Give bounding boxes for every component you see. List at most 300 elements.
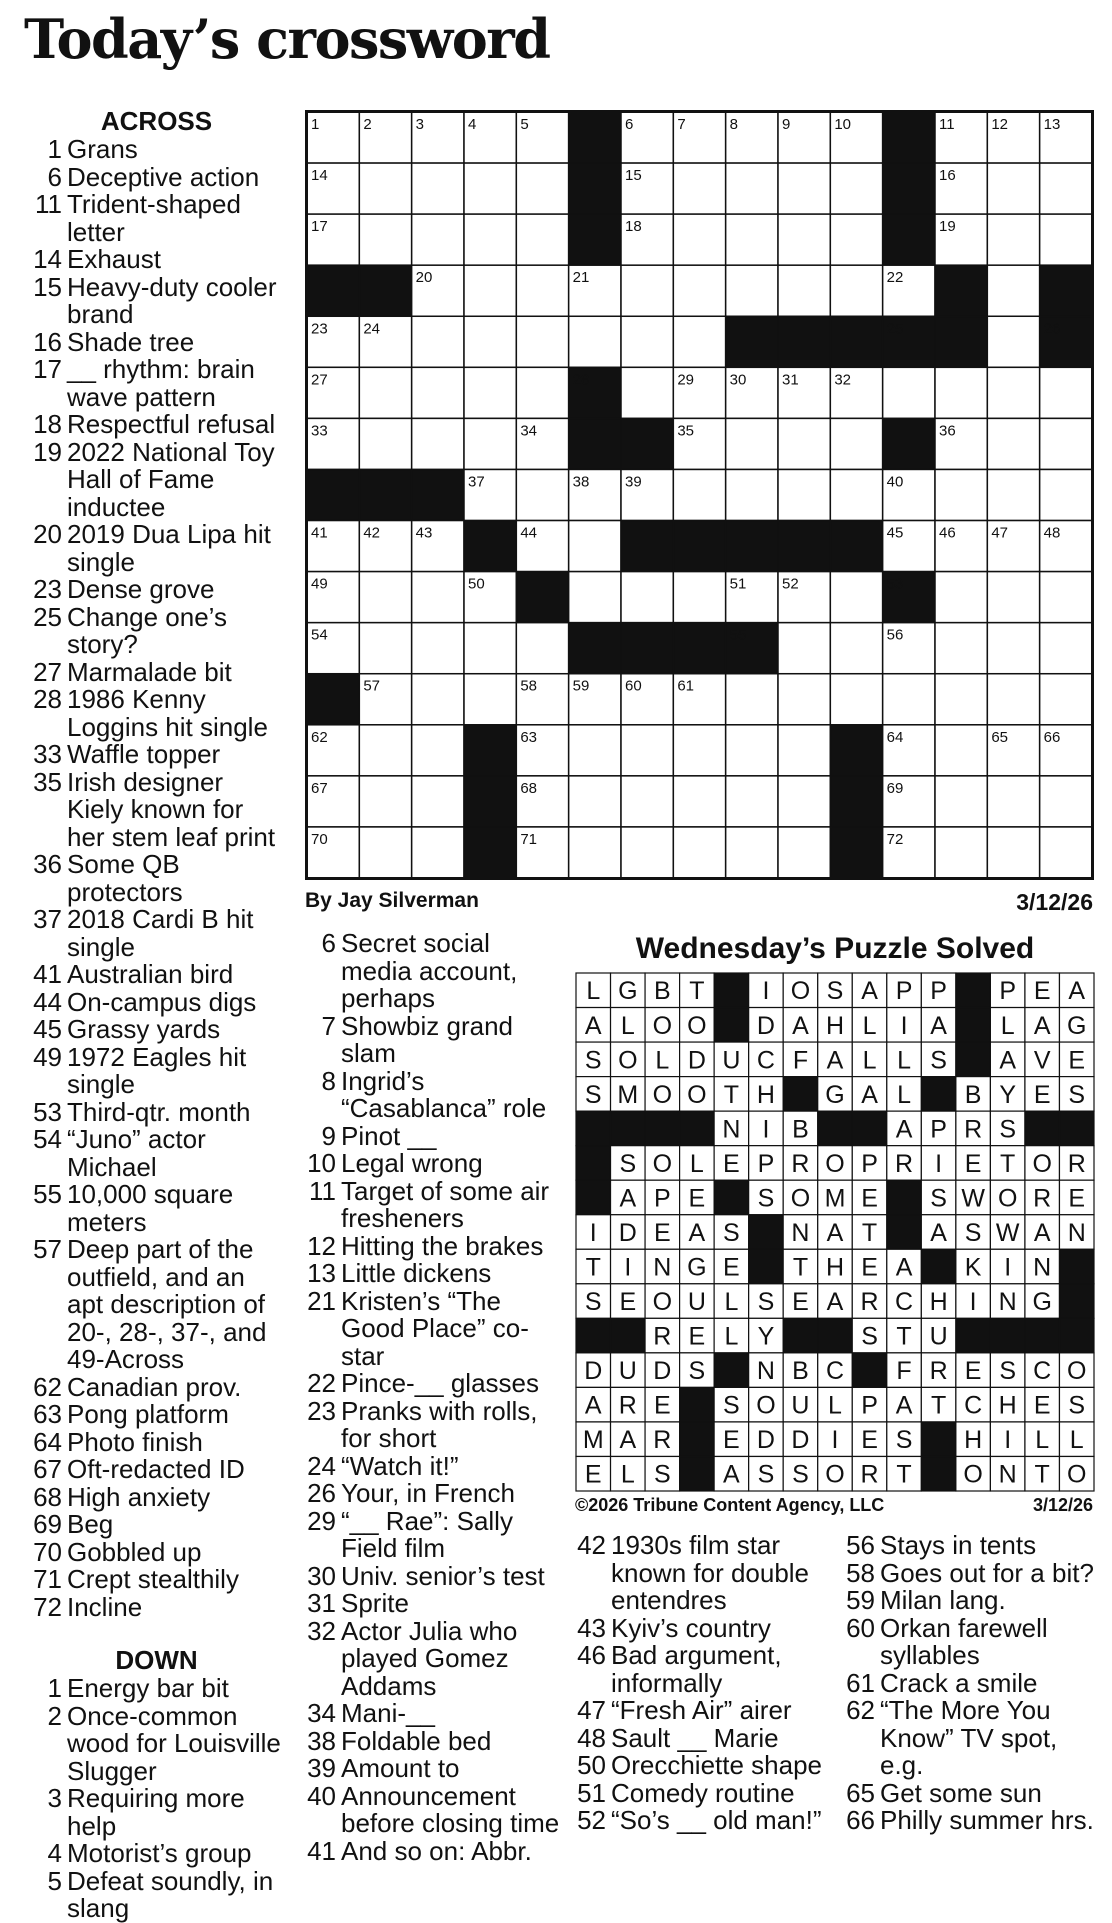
grid-cell[interactable] [935,776,987,827]
grid-cell[interactable] [673,163,725,214]
grid-cell[interactable] [621,725,673,776]
grid-cell[interactable] [412,827,464,878]
clue-text: Beg [67,1509,114,1539]
clue-across-14[interactable] [29,246,284,274]
grid-cell[interactable] [1040,367,1092,418]
clue-text: Milan lang. [880,1585,1006,1615]
grid-cell[interactable] [569,776,621,827]
grid-cell[interactable] [464,674,516,725]
clue-text: Stays in tents [880,1530,1037,1560]
grid-cell[interactable] [726,674,778,725]
solved-puzzle-title: Wednesday’s Puzzle Solved [635,932,1035,965]
clue-across-44[interactable] [29,986,284,1017]
grid-cell[interactable] [412,316,464,367]
solved-letter: R [653,1322,672,1351]
solved-black-square [921,1249,956,1284]
clue-across-17[interactable] [29,356,284,411]
clue-across-53[interactable] [29,1096,284,1127]
grid-cell[interactable] [569,827,621,878]
clue-number: 48 [577,1722,606,1753]
solved-black-square [1059,1111,1094,1146]
clue-across-57[interactable] [29,1236,284,1374]
clue-across-45[interactable] [29,1016,284,1044]
grid-cell[interactable] [726,469,778,520]
grid-cell[interactable] [726,163,778,214]
clue-text: Energy bar bit [67,1673,229,1703]
clue-across-19[interactable] [29,436,284,522]
solved-letter: C [895,1288,914,1317]
grid-number: 43 [415,524,433,542]
grid-cell[interactable] [830,418,882,469]
solved-letter: T [861,1218,878,1247]
grid-number: 6 [625,116,634,133]
grid-cell[interactable] [412,674,464,725]
grid-cell[interactable] [359,776,411,827]
grid-number: 46 [939,524,956,542]
clue-number: 10 [307,1148,336,1178]
grid-cell[interactable] [883,674,935,725]
clue-down-22[interactable] [303,1370,565,1398]
clue-down-5[interactable] [29,1865,284,1923]
solved-letter: O [652,1080,673,1109]
clue-down-51[interactable] [573,1777,843,1808]
clue-text: Orkan farewell syllables [880,1612,1048,1670]
clue-text: Shade tree [67,326,195,357]
grid-cell[interactable] [883,367,935,418]
grid-cell[interactable] [464,163,516,214]
grid-cell[interactable] [673,572,725,623]
clue-across-1[interactable] [29,136,284,164]
grid-cell[interactable] [1040,623,1092,674]
solved-letter: T [792,1253,809,1282]
clue-text: Get some sun [880,1777,1042,1808]
clue-text: 1930s film star known for double entendres [611,1530,810,1615]
solved-letter: P [930,977,947,1006]
grid-cell[interactable] [1040,776,1092,827]
clue-down-32[interactable] [303,1615,565,1701]
grid-cell[interactable] [935,367,987,418]
grid-cell[interactable] [412,214,464,265]
grid-cell[interactable] [359,623,411,674]
grid-cell[interactable] [726,265,778,316]
black-square [359,469,411,520]
grid-cell[interactable] [987,163,1039,214]
clue-down-56[interactable] [842,1532,1107,1560]
grid-cell[interactable] [830,214,882,265]
grid-cell[interactable] [516,367,568,418]
grid-cell[interactable] [464,367,516,418]
solved-letter: I [762,977,770,1006]
clue-down-8[interactable] [303,1065,565,1123]
puzzle-date: 3/12/26 [1016,889,1093,915]
grid-cell[interactable] [464,623,516,674]
clue-text: Heavy-duty cooler brand [67,271,277,329]
grid-cell[interactable] [935,623,987,674]
clue-across-64[interactable] [29,1426,284,1457]
clue-number: 19 [33,436,62,467]
grid-cell[interactable] [621,316,673,367]
grid-cell[interactable] [673,316,725,367]
solved-letter: T [689,977,705,1006]
grid-cell[interactable] [1040,418,1092,469]
grid-cell[interactable] [726,214,778,265]
clue-across-27[interactable] [29,656,284,687]
grid-cell[interactable] [569,725,621,776]
grid-cell[interactable] [778,674,830,725]
solved-black-square [576,1318,611,1353]
grid-cell[interactable] [1040,572,1092,623]
clue-down-41[interactable] [303,1835,565,1866]
grid-cell[interactable] [412,623,464,674]
solved-letter: G [687,1253,707,1282]
grid-cell[interactable] [778,418,830,469]
grid-cell[interactable] [464,214,516,265]
down-clue-list-4 [842,1532,1107,1835]
clue-number: 33 [33,739,62,769]
grid-cell[interactable] [464,316,516,367]
grid-cell[interactable] [987,367,1039,418]
solved-letter: S [1068,1080,1086,1109]
grid-cell[interactable] [516,469,568,520]
grid-cell[interactable] [1040,163,1092,214]
grid-cell[interactable] [621,265,673,316]
grid-cell[interactable] [987,674,1039,725]
grid-cell[interactable] [830,572,882,623]
clue-down-43[interactable] [573,1612,843,1643]
grid-cell[interactable] [1040,827,1092,878]
grid-number: 34 [520,422,538,440]
grid-cell[interactable] [673,469,725,520]
clue-across-25[interactable] [29,601,284,659]
solved-black-square [645,1111,680,1146]
solved-letter: E [861,1426,878,1455]
grid-cell[interactable] [569,316,621,367]
clue-number: 26 [307,1478,336,1508]
grid-cell[interactable] [935,827,987,878]
grid-number: 17 [311,218,328,236]
clue-down-1[interactable] [29,1675,284,1703]
grid-cell[interactable] [516,163,568,214]
grid-cell[interactable] [673,776,725,827]
clue-across-55[interactable] [29,1181,284,1236]
grid-cell[interactable] [778,163,830,214]
grid-cell[interactable] [673,827,725,878]
clue-number: 41 [307,1835,336,1866]
solved-letter: G [825,1080,845,1109]
black-square [778,316,830,367]
clue-down-58[interactable] [842,1557,1107,1588]
grid-cell[interactable] [778,776,830,827]
clue-text: Kyiv’s country [611,1612,771,1643]
clue-down-34[interactable] [303,1700,565,1728]
grid-cell[interactable] [987,469,1039,520]
clue-across-41[interactable] [29,961,284,989]
clue-down-10[interactable] [303,1150,565,1178]
grid-cell[interactable] [673,725,725,776]
clue-number: 1 [47,134,62,164]
grid-number: 7 [677,116,686,133]
clue-down-23[interactable] [303,1395,565,1453]
clue-down-62[interactable] [842,1697,1107,1780]
solved-black-square [1059,1318,1094,1353]
black-square [830,776,882,827]
grid-number: 33 [311,422,328,440]
grid-cell[interactable] [726,725,778,776]
grid-cell[interactable] [830,163,882,214]
grid-number: 54 [311,626,328,644]
grid-cell[interactable] [987,418,1039,469]
clue-number: 53 [33,1096,62,1127]
grid-cell[interactable] [464,265,516,316]
grid-number: 27 [311,371,328,389]
clue-across-15[interactable] [29,271,284,329]
grid-cell[interactable] [778,827,830,878]
grid-cell[interactable] [778,725,830,776]
grid-cell[interactable] [1040,469,1092,520]
clue-text: “The More You Know” TV spot, e.g. [880,1695,1058,1780]
clue-across-71[interactable] [29,1566,284,1594]
solved-letter: A [826,1046,844,1075]
clue-down-21[interactable] [303,1285,565,1371]
clue-across-68[interactable] [29,1481,284,1512]
grid-cell[interactable] [778,469,830,520]
clue-text: Comedy routine [611,1777,795,1808]
clue-across-63[interactable] [29,1401,284,1429]
grid-cell[interactable] [359,572,411,623]
clue-across-16[interactable] [29,326,284,357]
clue-down-46[interactable] [573,1642,843,1697]
solved-letter: S [792,1460,809,1489]
grid-cell[interactable] [987,623,1039,674]
grid-cell[interactable] [516,316,568,367]
solved-letter: T [585,1253,601,1282]
clue-number: 1 [47,1673,62,1703]
grid-cell[interactable] [987,316,1039,367]
grid-cell[interactable] [987,214,1039,265]
grid-cell[interactable] [569,572,621,623]
grid-cell[interactable] [412,725,464,776]
clue-across-49[interactable] [29,1041,284,1099]
solved-letter: N [1033,1253,1052,1282]
solved-letter: A [584,1391,602,1420]
grid-cell[interactable] [935,469,987,520]
grid-cell[interactable] [359,418,411,469]
grid-cell[interactable] [830,469,882,520]
solved-letter: D [791,1426,810,1455]
clue-across-37[interactable] [29,906,284,961]
grid-cell[interactable] [830,674,882,725]
clue-across-67[interactable] [29,1456,284,1484]
crossword-grid-svg[interactable] [305,110,1094,880]
grid-cell[interactable] [778,623,830,674]
clue-number: 68 [33,1481,62,1512]
grid-cell[interactable] [464,418,516,469]
clue-across-72[interactable] [29,1591,284,1622]
grid-cell[interactable] [621,776,673,827]
solved-letter: D [618,1218,637,1247]
clue-down-6[interactable] [303,930,565,1013]
clue-across-18[interactable] [29,411,284,439]
solved-letter: T [1034,1460,1050,1489]
solved-letter: S [653,1460,671,1489]
clue-down-48[interactable] [573,1722,843,1753]
grid-cell[interactable] [935,725,987,776]
clue-down-3[interactable] [29,1785,284,1840]
grid-cell[interactable] [830,265,882,316]
clue-down-24[interactable] [303,1450,565,1481]
grid-cell[interactable] [1040,674,1092,725]
clue-down-29[interactable] [303,1505,565,1563]
grid-cell[interactable] [1040,214,1092,265]
byline: By Jay Silverman [305,889,479,912]
solved-letter: T [930,1391,947,1420]
solved-letter: M [582,1426,604,1455]
solved-letter: D [687,1046,706,1075]
grid-cell[interactable] [359,163,411,214]
clue-across-36[interactable] [29,851,284,906]
clue-down-12[interactable] [303,1230,565,1261]
clue-number: 17 [33,354,62,384]
page-title: Today’s crossword [24,7,550,71]
clue-text: Defeat soundly, in slang [67,1865,274,1923]
grid-cell[interactable] [726,827,778,878]
grid-cell[interactable] [987,776,1039,827]
clue-number: 12 [307,1230,336,1261]
clue-number: 45 [33,1014,62,1044]
clue-across-11[interactable] [29,191,284,246]
grid-cell[interactable] [569,521,621,572]
solved-letter: S [584,1046,602,1075]
clue-down-11[interactable] [303,1175,565,1233]
solved-letter: E [861,1253,878,1282]
grid-cell[interactable] [673,265,725,316]
solved-black-square [783,1318,818,1353]
solved-puzzle-grid [575,972,1095,1492]
grid-cell[interactable] [621,827,673,878]
clue-number: 25 [33,601,62,632]
grid-cell[interactable] [987,827,1039,878]
clue-down-38[interactable] [303,1725,565,1756]
solved-letter: P [930,1115,947,1144]
solved-letter: A [895,1253,913,1282]
grid-cell[interactable] [359,214,411,265]
solved-black-square [887,1180,922,1215]
clue-across-33[interactable] [29,741,284,769]
clue-across-69[interactable] [29,1511,284,1539]
grid-cell[interactable] [412,572,464,623]
clue-text: Sault __ Marie [611,1722,779,1753]
grid-cell[interactable] [516,623,568,674]
grid-cell[interactable] [412,418,464,469]
clue-across-20[interactable] [29,521,284,576]
clue-down-52[interactable] [573,1807,843,1835]
clue-down-61[interactable] [842,1667,1107,1698]
clue-across-62[interactable] [29,1371,284,1402]
clue-down-65[interactable] [842,1777,1107,1808]
clue-number: 72 [33,1591,62,1622]
clue-down-40[interactable] [303,1780,565,1838]
grid-cell[interactable] [830,623,882,674]
solved-black-square [783,1077,818,1112]
clue-down-30[interactable] [303,1560,565,1591]
clue-across-28[interactable] [29,686,284,741]
clue-down-39[interactable] [303,1755,565,1783]
grid-number: 64 [886,728,904,746]
solved-letter: S [723,1218,740,1247]
solved-letter: O [687,1011,707,1040]
solved-letter: I [1004,1253,1012,1282]
clue-down-50[interactable] [573,1752,843,1780]
clue-down-13[interactable] [303,1260,565,1288]
grid-cell[interactable] [987,572,1039,623]
clue-down-9[interactable] [303,1120,565,1151]
solved-black-square [576,1146,611,1181]
clue-across-35[interactable] [29,766,284,852]
clue-text: Actor Julia who played Gomez Addams [341,1615,518,1701]
solved-letter: E [619,1288,637,1317]
grid-cell[interactable] [621,572,673,623]
grid-cell[interactable] [935,572,987,623]
clue-across-70[interactable] [29,1536,284,1567]
clue-across-23[interactable] [29,576,284,604]
grid-cell[interactable] [359,367,411,418]
clue-down-59[interactable] [842,1587,1107,1615]
clue-text: 2019 Dua Lipa hit single [67,519,271,577]
clue-down-47[interactable] [573,1697,843,1725]
solved-letter: P [895,977,913,1006]
clue-down-2[interactable] [29,1700,284,1786]
clue-down-26[interactable] [303,1480,565,1508]
clue-text: Third-qtr. month [67,1096,251,1127]
clue-down-60[interactable] [842,1612,1107,1670]
grid-number: 57 [363,677,381,695]
grid-cell[interactable] [987,265,1039,316]
clue-down-7[interactable] [303,1010,565,1068]
clue-down-4[interactable] [29,1840,284,1868]
clue-text: 1986 Kenny Loggins hit single [67,684,268,742]
grid-cell[interactable] [935,674,987,725]
grid-cell[interactable] [778,265,830,316]
solved-letter: S [826,977,844,1006]
grid-cell[interactable] [726,776,778,827]
clue-down-31[interactable] [303,1590,565,1618]
crossword-grid[interactable] [305,110,1094,880]
grid-number: 30 [729,371,747,389]
grid-cell[interactable] [778,214,830,265]
clue-text: “Watch it!” [341,1450,459,1481]
grid-cell[interactable] [516,214,568,265]
black-square [673,521,725,572]
grid-cell[interactable] [412,163,464,214]
grid-cell[interactable] [359,725,411,776]
clue-number: 11 [35,189,62,219]
grid-cell[interactable] [673,214,725,265]
grid-cell[interactable] [359,827,411,878]
grid-cell[interactable] [412,776,464,827]
grid-cell[interactable] [621,367,673,418]
grid-number: 12 [991,116,1009,133]
solved-letter: A [895,1115,913,1144]
clue-down-42[interactable] [573,1532,843,1615]
grid-cell[interactable] [412,367,464,418]
grid-cell[interactable] [726,418,778,469]
clue-down-66[interactable] [842,1807,1107,1835]
clue-across-6[interactable] [29,161,284,192]
grid-cell[interactable] [516,265,568,316]
clue-across-54[interactable] [29,1126,284,1181]
grid-number: 70 [311,830,328,848]
solved-black-square [956,1008,991,1043]
